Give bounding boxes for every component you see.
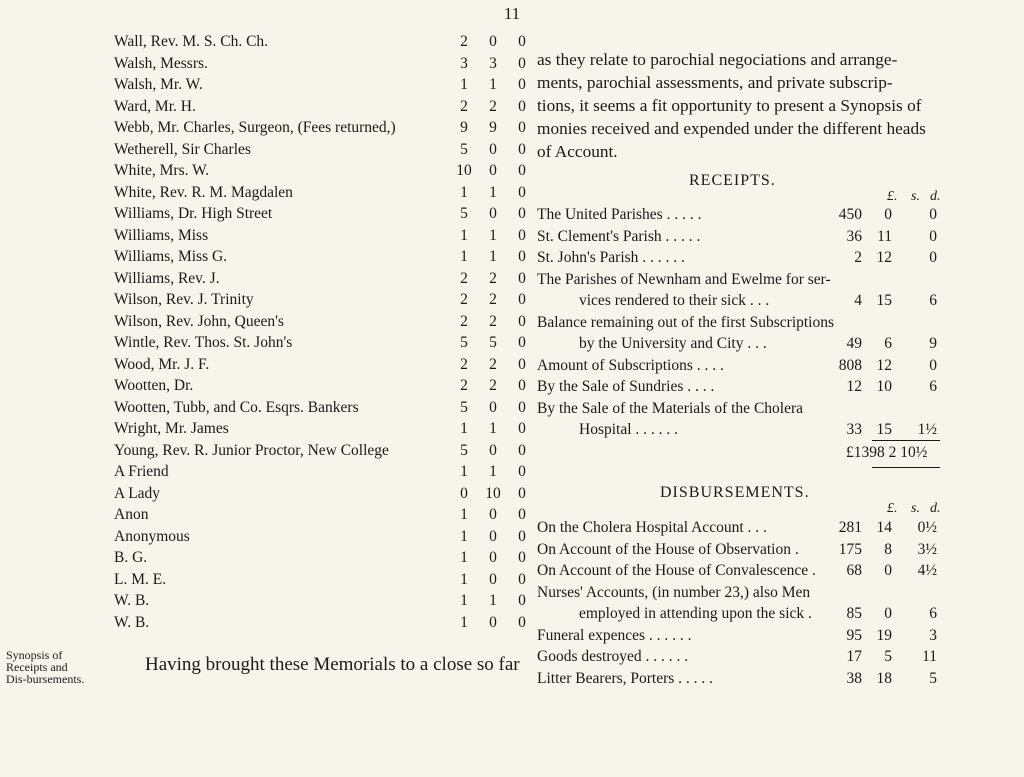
subscription-row xyxy=(114,332,534,354)
subscriber-name: A Lady xyxy=(114,484,161,502)
item-description: employed in attending upon the sick . xyxy=(579,605,812,622)
amount-shillings: 2 xyxy=(489,291,497,308)
amount-shillings: 2 xyxy=(489,377,497,394)
amount-pounds: 5 xyxy=(460,441,468,459)
receipts-row xyxy=(537,376,937,398)
disbursements-row xyxy=(537,668,937,690)
item-shillings: 14 xyxy=(876,519,892,536)
item-pence: 4½ xyxy=(917,562,937,579)
item-pence: 6 xyxy=(929,378,937,395)
amount-pence: 0 xyxy=(518,205,526,222)
item-description: Hospital . . . . . . xyxy=(579,421,679,438)
receipts-rule-top xyxy=(872,440,940,441)
subscriber-name: Williams, Miss G. xyxy=(114,248,228,265)
subscriber-name: Wright, Mr. James xyxy=(114,420,229,437)
amount-shillings: 3 xyxy=(489,54,497,72)
disbursements-col-shillings: s. xyxy=(911,501,920,516)
item-shillings: 6 xyxy=(884,335,892,352)
subscription-row xyxy=(114,74,534,96)
amount-pounds: 2 xyxy=(460,97,468,115)
amount-pounds: 5 xyxy=(460,205,468,222)
item-description: St. Clement's Parish . . . . . xyxy=(537,227,701,245)
subscription-row xyxy=(114,569,534,591)
item-description: by the University and City . . . xyxy=(579,335,767,352)
receipts-col-shillings: s. xyxy=(911,189,920,204)
item-pence: 0½ xyxy=(917,519,937,536)
subscription-row xyxy=(114,53,534,75)
subscription-row xyxy=(114,397,534,419)
receipts-row xyxy=(537,312,937,334)
subscription-row xyxy=(114,160,534,182)
item-pounds: 450 xyxy=(838,206,862,223)
amount-pence: 0 xyxy=(518,527,526,545)
item-description: By the Sale of the Materials of the Cholera xyxy=(537,399,804,417)
amount-pounds: 2 xyxy=(460,312,468,330)
item-pounds: 2 xyxy=(854,249,862,266)
subscription-row xyxy=(114,526,534,548)
amount-shillings: 1 xyxy=(489,248,497,265)
subscription-list xyxy=(114,31,534,633)
item-pounds: 36 xyxy=(846,227,862,245)
item-pence: 0 xyxy=(929,206,937,223)
subscriber-name: Williams, Miss xyxy=(114,226,209,244)
amount-pounds: 5 xyxy=(460,398,468,416)
disbursements-col-pounds: £. xyxy=(887,501,898,516)
subscriber-name: Wall, Rev. M. S. Ch. Ch. xyxy=(114,33,269,50)
amount-pence: 0 xyxy=(518,140,526,158)
amount-shillings: 10 xyxy=(485,484,501,502)
amount-pounds: 9 xyxy=(460,119,468,136)
subscriber-name: Wetherell, Sir Charles xyxy=(114,140,251,158)
amount-pounds: 1 xyxy=(460,613,468,631)
item-pounds: 281 xyxy=(838,519,862,536)
amount-pounds: 2 xyxy=(460,33,468,50)
amount-shillings: 1 xyxy=(489,420,497,437)
amount-shillings: 1 xyxy=(489,226,497,244)
receipts-row xyxy=(537,333,937,355)
disbursements-heading: DISBURSEMENTS. xyxy=(660,484,810,501)
amount-pounds: 0 xyxy=(460,484,468,502)
amount-shillings: 0 xyxy=(489,506,497,523)
subscriber-name: W. B. xyxy=(114,592,150,609)
item-shillings: 15 xyxy=(876,421,892,438)
amount-pence: 0 xyxy=(518,248,526,265)
amount-pence: 0 xyxy=(518,549,526,566)
item-pounds: 4 xyxy=(854,292,862,309)
item-shillings: 18 xyxy=(876,669,892,687)
amount-pence: 0 xyxy=(518,119,526,136)
item-shillings: 19 xyxy=(876,626,892,644)
subscription-row xyxy=(114,96,534,118)
item-pounds: 12 xyxy=(846,378,862,395)
subscriber-name: Wootten, Dr. xyxy=(114,377,194,394)
amount-pence: 0 xyxy=(518,54,526,72)
item-pounds: 68 xyxy=(846,562,862,579)
item-description: Balance remaining out of the first Subscriptions xyxy=(537,313,835,331)
item-shillings: 0 xyxy=(884,605,892,622)
item-shillings: 0 xyxy=(884,206,892,223)
item-pence: 6 xyxy=(929,292,937,309)
receipts-row xyxy=(537,355,937,377)
item-shillings: 10 xyxy=(876,378,892,395)
subscriber-name: Walsh, Messrs. xyxy=(114,54,208,72)
item-description: On Account of the House of Observation . xyxy=(537,540,799,558)
amount-shillings: 0 xyxy=(489,549,497,566)
subscription-row xyxy=(114,139,534,161)
item-pounds: 808 xyxy=(838,356,862,374)
subscriber-name: Williams, Rev. J. xyxy=(114,269,220,287)
page-number: 11 xyxy=(503,4,521,23)
amount-pence: 0 xyxy=(518,398,526,416)
amount-pounds: 2 xyxy=(460,291,468,308)
amount-pounds: 1 xyxy=(460,226,468,244)
item-pence: 11 xyxy=(922,648,937,665)
subscriber-name: Walsh, Mr. W. xyxy=(114,76,203,93)
item-shillings: 0 xyxy=(884,562,892,579)
disbursements-row xyxy=(537,560,937,582)
item-description: Litter Bearers, Porters . . . . . xyxy=(537,669,714,687)
amount-shillings: 0 xyxy=(489,33,497,50)
receipts-row xyxy=(537,226,937,248)
amount-pence: 0 xyxy=(518,441,526,459)
amount-pence: 0 xyxy=(518,226,526,244)
amount-pence: 0 xyxy=(518,33,526,50)
intro-paragraph xyxy=(537,48,936,163)
subscription-row xyxy=(114,246,534,268)
amount-shillings: 1 xyxy=(489,76,497,93)
subscription-row xyxy=(114,418,534,440)
item-pounds: 38 xyxy=(846,669,862,687)
amount-shillings: 0 xyxy=(489,527,497,545)
subscriber-name: L. M. E. xyxy=(114,570,167,588)
item-description: Nurses' Accounts, (in number 23,) also Men xyxy=(537,583,811,601)
item-description: The Parishes of Newnham and Ewelme for ser- xyxy=(537,270,831,288)
amount-shillings: 5 xyxy=(489,334,497,351)
subscription-row xyxy=(114,31,534,53)
subscription-row xyxy=(114,612,534,634)
margin-note: Synopsis of Receipts and Dis-bursements. xyxy=(6,648,85,686)
item-shillings: 8 xyxy=(884,540,892,558)
subscriber-name: B. G. xyxy=(114,549,148,566)
receipts-row xyxy=(537,204,937,226)
subscription-row xyxy=(114,117,534,139)
paragraph-line: as they relate to parochial negociations and arrange- xyxy=(537,50,898,69)
amount-pounds: 1 xyxy=(460,527,468,545)
amount-shillings: 9 xyxy=(489,119,497,136)
amount-shillings: 0 xyxy=(489,205,497,222)
item-description: On the Cholera Hospital Account . . . xyxy=(537,519,767,536)
subscription-row xyxy=(114,461,534,483)
item-pounds: 17 xyxy=(846,648,862,665)
amount-pounds: 1 xyxy=(460,420,468,437)
item-pence: 1½ xyxy=(917,421,937,438)
item-shillings: 15 xyxy=(876,292,892,309)
amount-pounds: 2 xyxy=(460,377,468,394)
receipts-col-pence: d. xyxy=(930,189,941,204)
amount-pence: 0 xyxy=(518,592,526,609)
item-pence: 6 xyxy=(929,605,937,622)
item-pence: 0 xyxy=(929,227,937,245)
amount-pence: 0 xyxy=(518,269,526,287)
receipts-total: £1398 2 10½ xyxy=(846,444,928,461)
subscriber-name: Anon xyxy=(114,506,149,523)
subscription-row xyxy=(114,504,534,526)
subscription-row xyxy=(114,182,534,204)
subscriber-name: Anonymous xyxy=(114,527,190,545)
closing-sentence-start: Having brought these Memorials to a close so far xyxy=(145,654,520,675)
amount-shillings: 0 xyxy=(489,140,497,158)
amount-pounds: 1 xyxy=(460,248,468,265)
amount-pence: 0 xyxy=(518,97,526,115)
amount-shillings: 0 xyxy=(489,570,497,588)
subscriber-name: Wilson, Rev. John, Queen's xyxy=(114,312,284,330)
amount-pence: 0 xyxy=(518,183,526,201)
paragraph-line: of Account. xyxy=(537,142,618,161)
item-description: On Account of the House of Convalescence . xyxy=(537,562,816,579)
item-shillings: 12 xyxy=(876,249,892,266)
subscriber-name: White, Mrs. W. xyxy=(114,162,210,179)
item-description: The United Parishes . . . . . xyxy=(537,206,702,223)
receipts-col-pounds: £. xyxy=(887,189,898,204)
item-description: vices rendered to their sick . . . xyxy=(579,292,770,309)
subscription-row xyxy=(114,203,534,225)
receipts-rule-bottom xyxy=(872,467,940,468)
amount-pence: 0 xyxy=(518,463,526,480)
subscriber-name: Wintle, Rev. Thos. St. John's xyxy=(114,334,293,351)
amount-pounds: 1 xyxy=(460,570,468,588)
amount-pounds: 2 xyxy=(460,269,468,287)
item-pence: 0 xyxy=(929,249,937,266)
amount-pounds: 1 xyxy=(460,463,468,480)
amount-shillings: 0 xyxy=(489,162,497,179)
paragraph-line: ments, parochial assessments, and private subscrip- xyxy=(537,73,893,92)
item-pence: 3½ xyxy=(917,540,937,558)
item-pence: 5 xyxy=(929,669,937,687)
amount-pence: 0 xyxy=(518,506,526,523)
amount-shillings: 2 xyxy=(489,312,497,330)
subscriber-name: W. B. xyxy=(114,613,150,631)
item-shillings: 12 xyxy=(876,356,892,374)
item-description: By the Sale of Sundries . . . . xyxy=(537,378,715,395)
disbursements-row xyxy=(537,646,937,668)
subscription-row xyxy=(114,354,534,376)
amount-pence: 0 xyxy=(518,377,526,394)
subscription-row xyxy=(114,375,534,397)
disbursements-row xyxy=(537,517,937,539)
amount-pounds: 2 xyxy=(460,355,468,373)
amount-pounds: 5 xyxy=(460,334,468,351)
disbursements-row xyxy=(537,582,937,604)
subscription-row xyxy=(114,590,534,612)
subscriber-name: Webb, Mr. Charles, Surgeon, (Fees returned,) xyxy=(114,119,396,136)
amount-shillings: 2 xyxy=(489,355,497,373)
amount-shillings: 0 xyxy=(489,613,497,631)
item-pence: 9 xyxy=(929,335,937,352)
item-description: St. John's Parish . . . . . . xyxy=(537,249,685,266)
item-pounds: 175 xyxy=(838,540,862,558)
item-pounds: 33 xyxy=(846,421,862,438)
amount-pounds: 1 xyxy=(460,76,468,93)
item-description: Funeral expences . . . . . . xyxy=(537,626,692,644)
receipts-row xyxy=(537,269,937,291)
amount-shillings: 0 xyxy=(489,441,497,459)
amount-shillings: 1 xyxy=(489,183,497,201)
amount-pounds: 1 xyxy=(460,592,468,609)
subscriber-name: Ward, Mr. H. xyxy=(114,97,196,115)
receipts-table xyxy=(537,204,937,441)
subscription-row xyxy=(114,311,534,333)
subscriber-name: A Friend xyxy=(114,463,169,480)
item-pence: 0 xyxy=(929,356,937,374)
subscriber-name: Wilson, Rev. J. Trinity xyxy=(114,291,254,308)
amount-pence: 0 xyxy=(518,484,526,502)
receipts-row xyxy=(537,419,937,441)
item-pounds: 85 xyxy=(846,605,862,622)
amount-pounds: 3 xyxy=(460,54,468,72)
receipts-row xyxy=(537,398,937,420)
amount-pence: 0 xyxy=(518,334,526,351)
amount-shillings: 0 xyxy=(489,398,497,416)
subscription-row xyxy=(114,440,534,462)
amount-shillings: 1 xyxy=(489,592,497,609)
receipts-row xyxy=(537,290,937,312)
subscription-row xyxy=(114,289,534,311)
subscriber-name: Young, Rev. R. Junior Proctor, New College xyxy=(114,441,389,459)
amount-pence: 0 xyxy=(518,420,526,437)
amount-pence: 0 xyxy=(518,312,526,330)
subscription-row xyxy=(114,483,534,505)
subscriber-name: Wood, Mr. J. F. xyxy=(114,355,210,373)
amount-shillings: 2 xyxy=(489,97,497,115)
amount-pounds: 1 xyxy=(460,549,468,566)
amount-pence: 0 xyxy=(518,291,526,308)
item-pounds: 49 xyxy=(846,335,862,352)
disbursements-row xyxy=(537,539,937,561)
paragraph-line: tions, it seems a fit opportunity to present a Synopsis of xyxy=(537,96,922,115)
item-description: Amount of Subscriptions . . . . xyxy=(537,356,724,374)
amount-pounds: 5 xyxy=(460,140,468,158)
disbursements-col-pence: d. xyxy=(930,501,941,516)
paragraph-line: monies received and expended under the different heads xyxy=(537,119,926,138)
amount-shillings: 2 xyxy=(489,269,497,287)
amount-shillings: 1 xyxy=(489,463,497,480)
subscription-row xyxy=(114,225,534,247)
amount-pounds: 1 xyxy=(460,506,468,523)
item-description: Goods destroyed . . . . . . xyxy=(537,648,689,665)
item-shillings: 5 xyxy=(884,648,892,665)
amount-pence: 0 xyxy=(518,613,526,631)
disbursements-row xyxy=(537,625,937,647)
amount-pence: 0 xyxy=(518,162,526,179)
subscription-row xyxy=(114,268,534,290)
receipts-heading: RECEIPTS. xyxy=(689,172,776,189)
amount-pence: 0 xyxy=(518,355,526,373)
subscriber-name: Williams, Dr. High Street xyxy=(114,205,273,222)
disbursements-table xyxy=(537,517,937,689)
receipts-row xyxy=(537,247,937,269)
amount-pounds: 1 xyxy=(460,183,468,201)
subscriber-name: White, Rev. R. M. Magdalen xyxy=(114,183,293,201)
disbursements-row xyxy=(537,603,937,625)
subscription-row xyxy=(114,547,534,569)
amount-pence: 0 xyxy=(518,76,526,93)
item-pence: 3 xyxy=(929,626,937,644)
subscriber-name: Wootten, Tubb, and Co. Esqrs. Bankers xyxy=(114,398,359,416)
item-pounds: 95 xyxy=(846,626,862,644)
item-shillings: 11 xyxy=(877,227,892,245)
amount-pounds: 10 xyxy=(456,162,472,179)
amount-pence: 0 xyxy=(518,570,526,588)
